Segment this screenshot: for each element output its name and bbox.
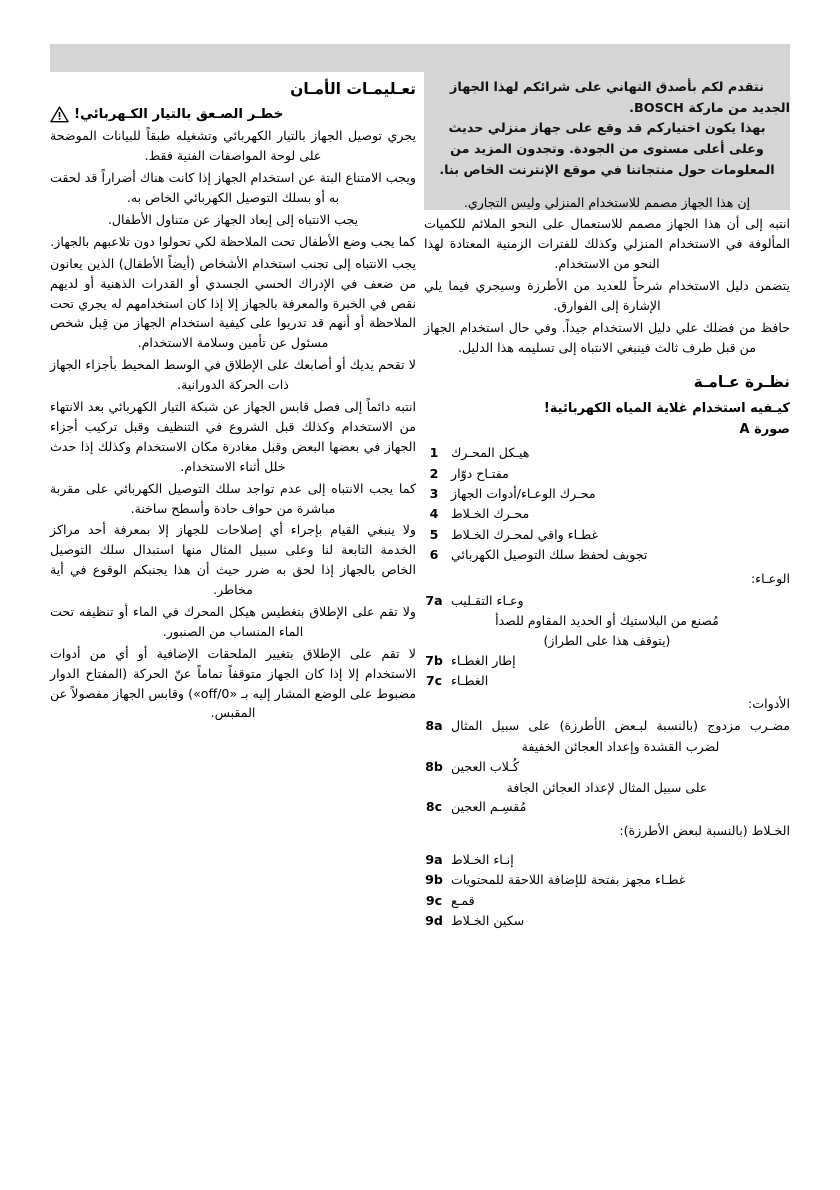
overview-item-label: غطـاء مجهز بفتحة للإضافة اللاحقة للمحتويات [451,872,686,888]
welcome-line-3: بهذا يكون اختياركم قد وقع على جهاز منزلي حديث [448,121,766,137]
electric-shock-warning [50,106,416,123]
overview-item-label: محـرك الوعـاء/أدوات الجهاز [451,485,596,501]
overview-item-label: هيـكل المحـرك [451,445,530,461]
overview-item-number: 7c [425,672,443,688]
intro-paragraph-1: إن هذا الجهاز مصمم للاستخدام المنزلي وليس التجاري. [463,194,751,210]
safety-paragraph: انتبه دائماً إلى فصل قابس الجهاز عن شبكة التيار الكهربائي بعد الانتهاء من الاستخدام وكذلك قبل الشروع في التنظيف وقبل تركيب أجزاء الجهاز في بعضها البعض وقبل مغادرة مكان الاستخدام وكذلك إذا حدث خلل أثناء الاستخدام. [50,399,416,474]
overview-item-detail: مُصنع من البلاستيك أو الحديد المقاوم للصدأ [495,613,719,629]
welcome-line-4: وعلى أعلى مستوى من الجودة. وتجدون المزيد من [450,142,764,158]
overview-item-number: 8b [425,759,443,775]
warning-triangle-icon [50,106,69,123]
spacer [424,843,790,850]
overview-item-number: 9c [425,892,443,908]
overview-item [424,545,790,565]
overview-item [424,757,790,777]
overview-item-label: إنـاء الخـلاط [451,851,514,867]
overview-item-label: تجويف لحفظ سلك التوصيل الكهربائي [451,547,648,563]
overview-item-label: محـرك الخـلاط [451,506,530,522]
intro-paragraph-3: يتضمن دليل الاستخدام شرحاً للعديد من الأطرزة وسيجري فيما يلي الإشارة إلى الفوارق. [424,278,790,314]
spacer [424,182,790,193]
overview-item-detail: (يتوقف هذا على الطراز) [543,632,671,648]
overview-item-number: 8a [425,718,443,734]
left-column [50,78,416,725]
overview-item [424,525,790,545]
safety-paragraph: يجب الانتباه إلى إبعاد الجهاز عن متناول الأطفال. [107,212,359,228]
tools-group-label: الأدوات: [748,696,790,712]
overview-item [424,651,790,671]
safety-paragraph: يجب الانتباه إلى تجنب استخدام الأشخاص (أيضاً الأطفال) الذين يعانون من ضعف في الإدراك الحسي الجسدي أو القدرات الذهنية أو لديهم نقص في الخبرة والمعرفة بالجهاز إلا إذا كان استخدامهم له يجري تحت الملاحظة أو أنهم قد تدريوا على كيفية استخدام الجهاز من قِبل شخص مسئول عن تأمين وسلامة الاستخدام. [50,255,416,351]
overview-item [424,850,790,870]
overview-heading: نظـرة عـامـة [693,372,790,391]
overview-item [424,797,790,817]
safety-paragraph: يجري توصيل الجهاز بالتيار الكهربائي وتشغيله طبقاً للبيانات الموضحة على لوحة المواصفات الفنية فقط. [50,128,416,164]
safety-paragraph: لا تقم على الإطلاق بتغيير الملحقات الإضافية أو أي من أدوات الاستخدام إلا إذا كان الجهاز متوقفاً تماماً عنّ الحركة (المفتاح الدوار مضبوط على الوضع المشار إليه بـ «0/off») وقابس الجهاز مفصولاً عن المقبس. [50,645,416,721]
safety-paragraph: ولا ينبغي القيام بإجراء أي إصلاحات للجهاز إلا بمعرفة أحد مراكز الخدمة التابعة لنا وعلى سبيل المثال منها استبدال سلك التوصيل الخاص بالجهاز إذا لحق به ضرر حيث أن هذا يجنبكم الوقوع في أية مخاطر. [50,522,416,598]
overview-item-number: 7b [425,652,443,668]
overview-item-label: غطـاء واقي لمحـرك الخـلاط [451,526,599,542]
overview-item-number: 1 [429,445,439,461]
overview-item [424,870,790,890]
welcome-line-2: الجديد من ماركة BOSCH. [629,100,790,116]
safety-heading: تعـليمـات الأمـان [290,80,416,98]
overview-item-label: قمـع [451,892,475,908]
intro-block [424,193,790,358]
overview-item-label: مفتـاح دوّار [451,465,509,481]
overview-item-label: وعـاء التقـليب [451,592,524,608]
overview-item-number: 9b [425,872,443,888]
overview-item-number: 6 [429,547,439,563]
intro-paragraph-4: حافظ من فضلك علي دليل الاستخدام جيداً. وفي حال استخدام الجهاز من قبل طرف ثالث فينبغي الانتباه إلى تسليمه هذا الدليل. [424,319,790,355]
overview-subheading: كيـفيه استخدام غلاية المياه الكهربائية! [543,401,790,417]
safety-paragraph: ولا تقم على الإطلاق بتغطيس هيكل المحرك في الماء أو تنظيفه تحت الماء المنساب من الصنبور. [50,603,416,639]
overview-item-number: 2 [429,465,439,481]
right-column [424,78,790,932]
overview-item-label: مضـرب مزدوج (بالنسبة لبـعض الأطرزة) على سبيل المثال لضرب القشدة وإعداد العجائن الخفيفة [451,718,790,754]
overview-item [424,464,790,484]
figure-label: صورة A [739,421,790,437]
blender-group-label: الخـلاط (بالنسبة لبعض الأطرزة): [619,822,790,838]
intro-paragraph-2: انتبه إلى أن هذا الجهاز مصمم للاستعمال على النحو الملائم للكميات المألوفة في الاستخدام المنزلي وكذلك للفترات الزمنية المعتادة لهذا النحو من الاستخدام. [424,216,790,272]
header-gray-band [50,44,790,72]
safety-paragraph: كما يجب الانتباه إلى عدم تواجد سلك التوصيل الكهربائي على مقربة مباشرة من حواف حادة وأسطح ساخنة. [50,480,416,516]
overview-list [424,443,790,565]
overview-item-number: 3 [429,485,439,501]
overview-item-label: الغطـاء [451,672,489,688]
overview-item [424,443,790,463]
overview-item-number: 8c [425,799,443,815]
welcome-line-1: نتقدم لكم بأصدق التهاني على شرائكم لهذا الجهاز [450,80,764,95]
overview-item [424,671,790,691]
spacer [424,360,790,371]
overview-item-detail: على سبيل المثال لإعداد العجائن الجافة [506,779,708,795]
welcome-block [424,78,790,182]
overview-item-number: 4 [429,506,439,522]
overview-item-number: 9a [425,851,443,867]
welcome-line-5: المعلومات حول منتجاتنا في موقع الإنترنت الخاص بنا. [439,162,775,178]
vessel-list [424,591,790,692]
safety-paragraph: ويجب الامتناع البتة عن استخدام الجهاز إذا كانت هناك أضراراً قد لحقت به أو بسلك التوصيل الكهربائي الخاص به. [50,170,416,206]
overview-item-label: إطار الغطـاء [451,652,516,668]
tools-list [424,716,790,817]
overview-item [424,591,790,611]
safety-paragraph: لا تقحم يديك أو أصابعك على الإطلاق في الوسط المحيط بأجزاء الجهاز ذات الحركة الدورانية. [50,357,416,393]
overview-item-label: كُـلاب العجين [451,759,519,775]
overview-item [424,504,790,524]
overview-item-number: 9d [425,913,443,929]
overview-item [424,911,790,931]
safety-paragraphs [50,126,416,723]
overview-item-number: 7a [425,592,443,608]
blender-list [424,850,790,932]
overview-item [424,891,790,911]
overview-item-number: 5 [429,526,439,542]
safety-paragraph: كما يجب وضع الأطفال تحت الملاحظة لكي تحولوا دون تلاعبهم بالجهاز. [50,233,416,249]
overview-item-label: سكين الخـلاط [451,913,525,929]
overview-item [424,484,790,504]
vessel-group-label: الوعـاء: [750,570,790,586]
warning-label: خطـر الصـعق بالتيار الكـهربائي! [74,107,284,123]
overview-item-label: مُقسِـم العجين [451,799,527,815]
overview-item [424,716,790,757]
